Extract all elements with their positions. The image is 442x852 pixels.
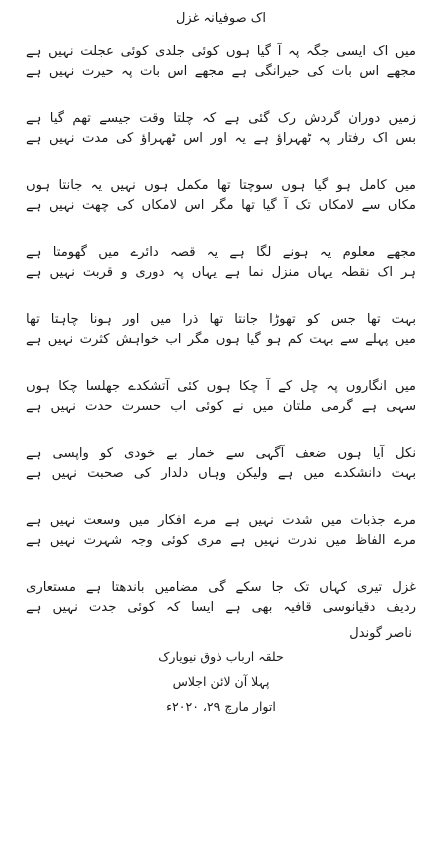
verse-line: میں پہلے سے بہت کم ہو گیا ہوں مگر اب خواہش کثرت نہیں ہے — [26, 332, 416, 347]
event-organizer: حلقہ ارباب ذوق نیویارک — [158, 649, 284, 664]
stanza-8 — [26, 511, 416, 551]
verse-line: بہت تھا جس کو تھوڑا جانتا تھا ذرا میں اور ہونا چاہتا تھا — [26, 312, 416, 327]
stanza-9 — [26, 578, 416, 618]
verse-line: زمیں دوران گردش رک گئی ہے کہ چلتا وقت جیسے تھم گیا ہے — [26, 111, 416, 126]
verse-line: سہی ہے گرمی ملتان میں نے کوئی اب حسرت حدت نہیں ہے — [26, 399, 416, 414]
verse-line: میں اک ایسی جگہ پہ آ گیا ہوں کوئی جلدی کوئی عجلت نہیں ہے — [26, 44, 416, 59]
stanza-6 — [26, 377, 416, 417]
verse-line: میں انگاروں پہ چل کے آ چکا ہوں کئی آتشکدے جھلسا چکا ہوں — [26, 379, 416, 394]
ghazal-title: اک صوفیانہ غزل — [175, 11, 267, 26]
stanza-5 — [26, 310, 416, 350]
stanza-7 — [26, 444, 416, 484]
poet-name: ناصر گوندل — [349, 626, 412, 641]
verse-line: بہت دانشکدے میں ہے ولیکن وہاں دلدار کی صحبت نہیں ہے — [26, 466, 416, 481]
stanza-4 — [26, 243, 416, 283]
stanza-3 — [26, 176, 416, 216]
verse-line: مجھے اس بات کی حیرانگی ہے مجھے اس بات پہ حیرت نہیں ہے — [26, 64, 416, 79]
verse-line: میں کامل ہو گیا ہوں سوچتا تھا مکمل ہوں نہیں یہ جانتا ہوں — [26, 178, 416, 193]
verse-line: نکل آیا ہوں ضعف آگہی سے خمار بے خودی کو واپسی ہے — [26, 446, 416, 461]
event-date: اتوار مارچ ۲۹، ۲۰۲۰ء — [166, 699, 276, 714]
stanza-2 — [26, 109, 416, 149]
event-info — [26, 644, 416, 719]
verse-line: ردیف دقیانوسی قافیہ بھی ہے ایسا کہ کوئی جدت نہیں ہے — [26, 600, 416, 615]
verse-line: مرے الفاظ میں ندرت نہیں ہے مری کوئی وجہ شہرت نہیں ہے — [26, 533, 416, 548]
verse-line: مجھے معلوم یہ ہونے لگا ہے یہ قصہ دائرے میں گھومتا ہے — [26, 245, 416, 260]
verse-line: غزل تیری کہاں تک جا سکے گی مضامیں باندھتا ہے مستعاری — [26, 580, 416, 595]
stanza-1 — [26, 42, 416, 82]
verse-line: مرے جذبات میں شدت نہیں ہے مرے افکار میں وسعت نہیں ہے — [26, 513, 416, 528]
verse-line: ہر اک نقطہ یہاں منزل نما ہے یہاں پہ دوری و قربت نہیں ہے — [26, 265, 416, 280]
verse-line: بس اک رفتار پہ ٹھہراؤ ہے یہ اور اس ٹھہراؤ کی مدت نہیں ہے — [26, 131, 416, 146]
event-session: پہلا آن لائن اجلاس — [172, 674, 270, 689]
verse-line: مکاں سے لامکاں تک آ گیا تھا مگر اس لامکاں کی چھت نہیں ہے — [26, 198, 416, 213]
